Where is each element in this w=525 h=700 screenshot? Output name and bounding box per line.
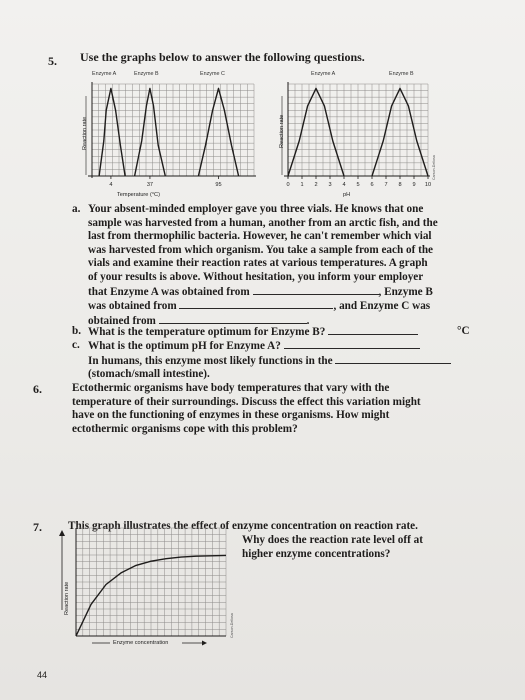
q5c-text: What is the optimum pH for Enzyme A? — [88, 340, 281, 352]
q6-line-3: have on the functioning of enzymes in these organisms. How might — [72, 409, 390, 422]
q5a-label: a. — [72, 203, 81, 215]
question-5-number: 5. — [48, 54, 57, 68]
q5c-label: c. — [72, 339, 80, 351]
q5b-label: b. — [72, 325, 82, 337]
q5a-fill-text-5: obtained from — [88, 314, 156, 327]
q5a-line-2: sample was harvested from a human, another from an arctic fish, and the — [88, 216, 438, 229]
ph-x-tick-label: 8 — [398, 182, 402, 188]
conc-x-arrow-head — [202, 641, 207, 646]
ph-legend-enzyme-a: Enzyme A — [311, 71, 336, 77]
temp-legend-enzyme-c: Enzyme C — [200, 71, 225, 77]
q6-line-2: temperature of their surroundings. Discuss the effect this variation might — [72, 395, 421, 408]
question-7-line-2: Why does the reaction rate level off at — [242, 534, 423, 546]
conc-y-arrow-head — [59, 530, 65, 536]
ph-x-tick-label: 7 — [384, 182, 388, 188]
q5c-line-2: In humans, this enzyme most likely functions in the — [88, 354, 333, 367]
concentration-chart-credit: Carson-Dellosa — [230, 613, 234, 638]
ph-x-axis-label: pH — [343, 192, 351, 198]
q5a-fill-text-3: was obtained from — [88, 300, 177, 313]
ph-x-tick-label: 2 — [314, 182, 318, 188]
q5a-fill-text-4: , and Enzyme C was — [333, 300, 431, 313]
ph-x-tick-label: 3 — [328, 182, 332, 188]
ph-x-tick-label: 5 — [356, 182, 360, 188]
q5a-line-1: Your absent-minded employer gave you three vials. He knows that one — [88, 203, 424, 215]
concentration-x-axis-label: Enzyme concentration — [113, 640, 169, 646]
ph-x-tick-label: 9 — [412, 182, 416, 188]
temp-y-axis-label: Reaction rate — [82, 116, 88, 150]
temp-x-tick-label: 95 — [215, 182, 222, 188]
temp-x-tick-label: 37 — [146, 182, 154, 188]
ph-x-tick-label: 10 — [424, 182, 432, 188]
temp-legend-enzyme-a: Enzyme A — [92, 71, 117, 77]
question-7-line-1: This graph illustrates the effect of enzyme concentration on reaction rate. — [68, 520, 418, 532]
page-number: 44 — [37, 670, 48, 680]
ph-y-axis-label: Reaction rate — [279, 114, 285, 148]
ph-x-tick-label: 0 — [286, 182, 290, 188]
temp-legend-enzyme-b: Enzyme B — [134, 71, 159, 77]
question-6-number: 6. — [33, 382, 42, 396]
ph-x-tick-label: 6 — [370, 182, 374, 188]
q5a-line-4: was harvested from which organism. You take a sample from each of the — [88, 243, 434, 256]
temp-x-axis-label: Temperature (°C) — [117, 192, 160, 198]
q5a-line-6: of your results is above. Without hesitation, you inform your employer — [88, 270, 424, 283]
q5a-fill-text-2: , Enzyme B — [378, 285, 433, 298]
question-7-number: 7. — [33, 520, 42, 534]
q5a-line-5: vials and examine their reaction rates at various temperatures. A graph — [88, 257, 428, 270]
question-5-heading: Use the graphs below to answer the following questions. — [80, 50, 365, 64]
ph-x-tick-label: 1 — [300, 182, 304, 188]
q5a-fill-text-6: . — [306, 314, 310, 327]
question-7-line-3: higher enzyme concentrations? — [242, 548, 391, 560]
q6-line-1: Ectothermic organisms have body temperatures that vary with the — [72, 382, 390, 394]
ph-legend-enzyme-b: Enzyme B — [389, 71, 414, 77]
temp-x-tick-label: 4 — [109, 182, 113, 188]
q5a-line-3: last from thermophilic bacteria. However, he can't remember which vial — [88, 230, 432, 243]
ph-chart-credit: Carson-Dellosa — [432, 155, 436, 180]
q5b-unit: °C — [457, 325, 470, 337]
q5c-line-3: (stomach/small intestine). — [88, 368, 210, 381]
q6-line-4: ectothermic organisms cope with this problem? — [72, 422, 298, 435]
concentration-y-axis-label: Reaction rate — [64, 581, 70, 615]
ph-x-tick-label: 4 — [342, 182, 346, 188]
q5b-text: What is the temperature optimum for Enzyme B? — [88, 326, 326, 338]
q5a-fill-text-1: that Enzyme A was obtained from — [88, 285, 250, 298]
